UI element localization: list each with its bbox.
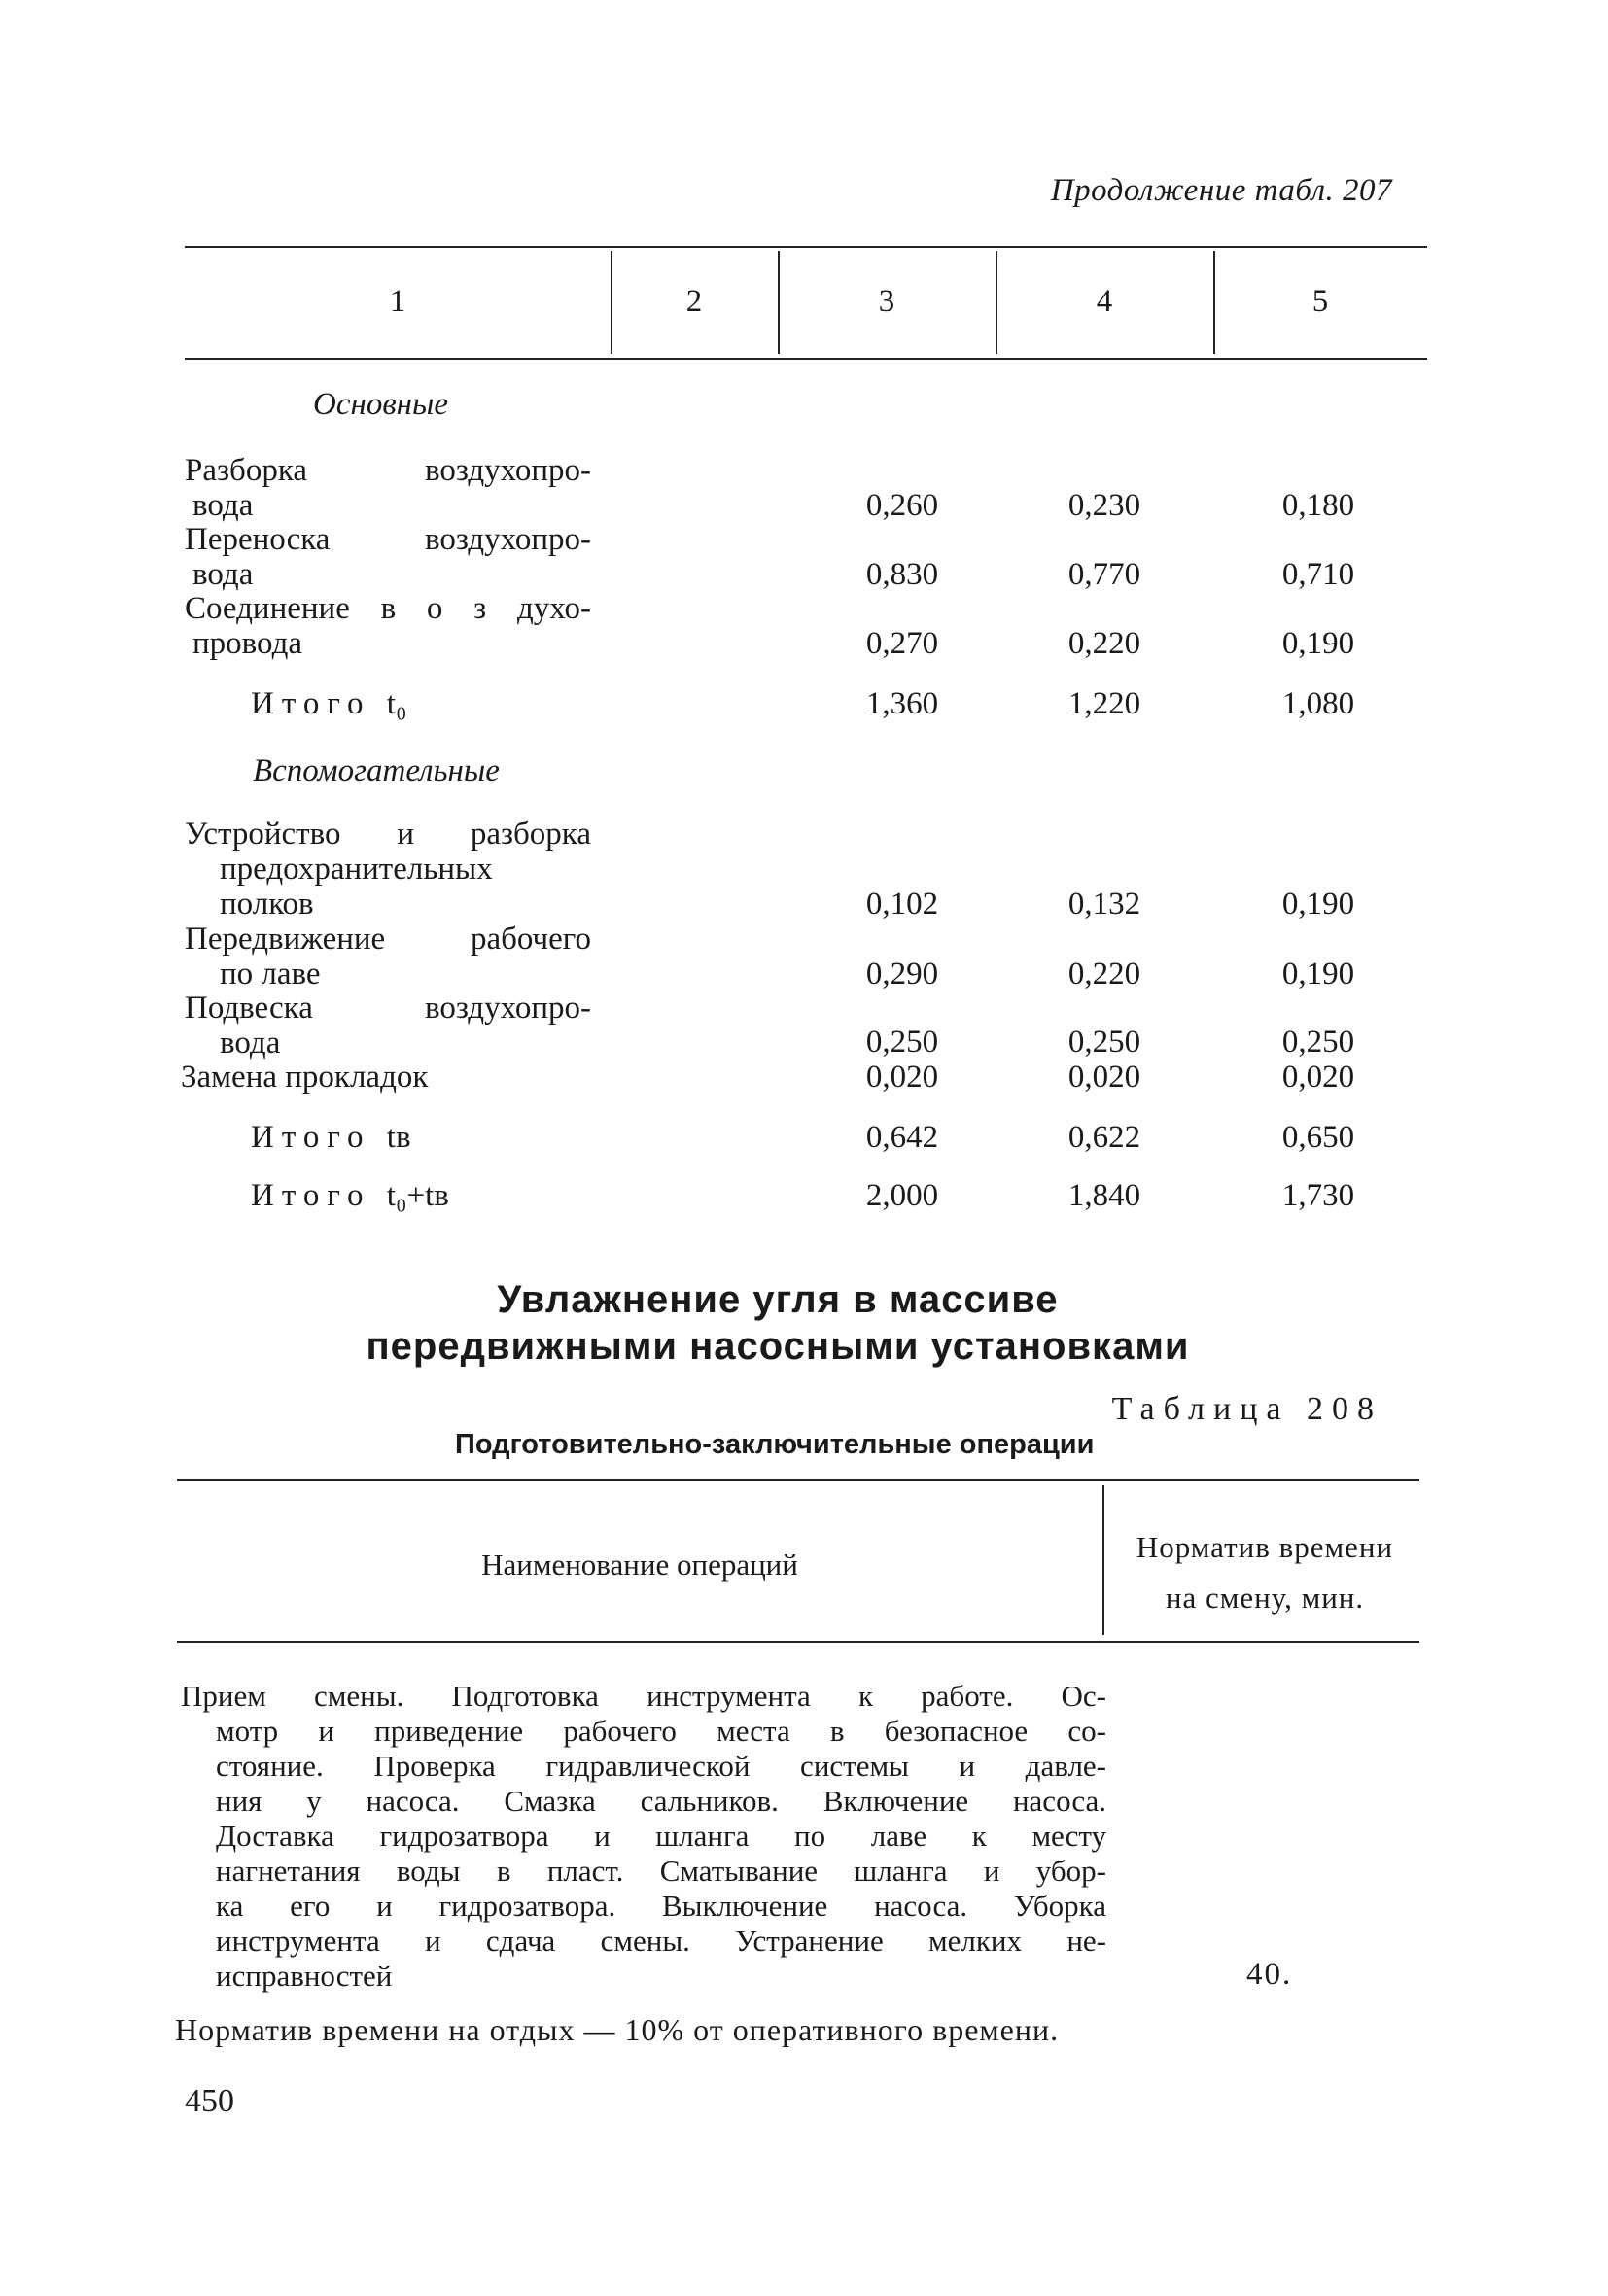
table-top-rule [177,1479,1419,1481]
table-row-label: Разборка воздухопро- вода [185,453,591,523]
table-cell: 0,020 [865,1060,939,1095]
table-row-label: Устройство и разборка предохранительных полков [185,817,591,922]
table-cell: 2,000 [865,1178,939,1213]
table-row-label: Замена прокладок [181,1060,429,1095]
table-cell: 0,230 [1067,488,1141,523]
table-row-label: Подвеска воздухопро- вода [185,991,591,1061]
table-cell: 0,260 [865,488,939,523]
table-cell: 0,102 [865,887,939,922]
page-number: 450 [185,2083,234,2119]
table-cell: 0,770 [1067,557,1141,592]
table-row-label: Соединение в о з духо- провода [185,591,591,661]
column-header-1: 1 [389,284,406,319]
table-cell: 0,190 [1281,626,1355,661]
table-number-label: Таблица 208 [1111,1391,1382,1427]
table-header-rule [185,358,1427,360]
column-header-5: 5 [1311,284,1329,319]
table-header-rule [177,1641,1419,1643]
section-heading-main: Основные [313,387,449,422]
table-continuation-label: Продолжение табл. 207 [1050,173,1392,208]
table-cell: 0,622 [1067,1120,1141,1155]
column-header-2: 2 [685,284,703,319]
table-row-label: Переноска воздухопро- вода [185,522,591,592]
table-cell: 0,250 [865,1025,939,1060]
table-cell: 0,830 [865,557,939,592]
footnote: Норматив времени на отдых — 10% от оперативного времени. [175,2012,1060,2047]
table-cell: 1,840 [1067,1178,1141,1213]
table-cell: 0,710 [1281,557,1355,592]
table-cell: 0,180 [1281,488,1355,523]
total-all-label: Итого t₀+tв [251,1178,449,1213]
table-cell: 0,650 [1281,1120,1355,1155]
table-cell: 0,020 [1067,1060,1141,1095]
table-cell: 0,270 [865,626,939,661]
table-cell: 1,360 [865,686,939,721]
operations-description: Прием смены. Подготовка инструмента к работе. Ос- мотр и приведение рабочего места в безопасное со- стояние. Проверка гидравлической системы и давле- ния у насоса. Смазка сальников. Включение насоса. Доставка гидрозатвора и шланга по лаве к месту нагнетания воды в пласт. Сматывание шланга и убор- ка его и гидрозатвора. Выключение насоса. Уборка инструмента и сдача смены. Устранение мелких не- исправностей [181,1679,1106,1993]
table-cell: 0,220 [1067,957,1141,991]
column-header-4: 4 [1096,284,1113,319]
total-aux-label: Итого tв [251,1120,411,1155]
table-cell: 0,220 [1067,626,1141,661]
table-cell: 1,220 [1067,686,1141,721]
norm-value: 40. [1246,1957,1293,1992]
column-header-operations: Наименование операций [481,1548,798,1582]
table-cell: 0,250 [1281,1025,1355,1060]
section-heading-aux: Вспомогательные [253,753,500,788]
table-cell: 0,132 [1067,887,1141,922]
table-cell: 0,020 [1281,1060,1355,1095]
table-top-rule [185,246,1427,248]
table-cell: 0,190 [1281,957,1355,991]
table-cell: 0,250 [1067,1025,1141,1060]
column-header-norm: Норматив времени на смену, мин. [1136,1530,1394,1615]
table-subtitle: Подготовительно-заключительные операции [455,1429,1095,1460]
table-cell: 1,730 [1281,1178,1355,1213]
section-title: Увлажнение угля в массиве передвижными насосными установками [366,1278,1190,1368]
table-cell: 0,190 [1281,887,1355,922]
table-row-label: Передвижение рабочего по лаве [185,922,591,991]
table-cell: 1,080 [1281,686,1355,721]
total-main-label: Итого t₀ [251,686,407,721]
table-cell: 0,290 [865,957,939,991]
table-cell: 0,642 [865,1120,939,1155]
column-header-3: 3 [878,284,895,319]
